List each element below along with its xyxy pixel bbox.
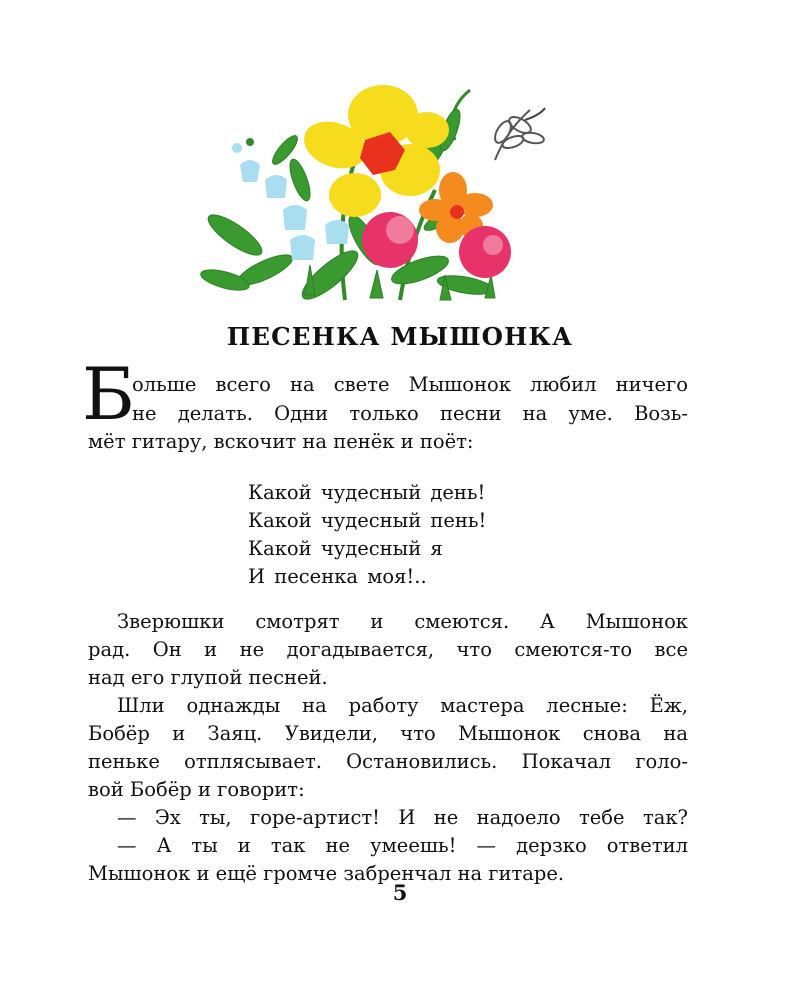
page-title: ПЕСЕНКА МЫШОНКА — [226, 322, 574, 351]
paragraph-line: ольше всего на свете Мышонок любил ничего — [132, 373, 688, 396]
verse-line: Какой чудесный я — [248, 537, 443, 560]
paragraph-line: вой Бобёр и говорит: — [88, 778, 305, 801]
drop-cap: Б — [82, 352, 135, 436]
dragonfly-icon — [492, 108, 545, 160]
paragraph-line: над его глупой песней. — [88, 666, 328, 689]
verse-line: Какой чудесный пень! — [248, 509, 487, 532]
paragraph-line: пеньке отплясывает. Остановились. Покачал голо- — [88, 750, 688, 773]
paragraph-line: Шли однажды на работу мастера лесные: Ёж, — [117, 694, 688, 717]
paragraph-line: Мышонок и ещё громче забренчал на гитаре. — [88, 862, 565, 885]
verse-line: Какой чудесный день! — [248, 481, 486, 504]
page-number: 5 — [392, 880, 408, 905]
dialogue-line: — Эх ты, горе-артист! И не надоело тебе так? — [117, 806, 688, 829]
paragraph-line: рад. Он и не догадывается, что смеются-то все — [88, 638, 688, 661]
yellow-flower — [297, 85, 449, 217]
paragraph-line: Зверюшки смотрят и смеются. А Мышонок — [117, 610, 688, 633]
paragraph-line: мёт гитару, вскочит на пенёк и поёт: — [88, 430, 474, 453]
dialogue-line: — А ты и так не умеешь! — дерзко ответил — [117, 834, 688, 857]
paragraph-line: Бобёр и Заяц. Увидели, что Мышонок снова на — [88, 722, 688, 745]
paragraph-line: не делать. Одни только песни на уме. Возь- — [132, 402, 688, 425]
flower-illustration — [195, 70, 560, 310]
verse-line: И песенка моя!.. — [248, 565, 427, 588]
